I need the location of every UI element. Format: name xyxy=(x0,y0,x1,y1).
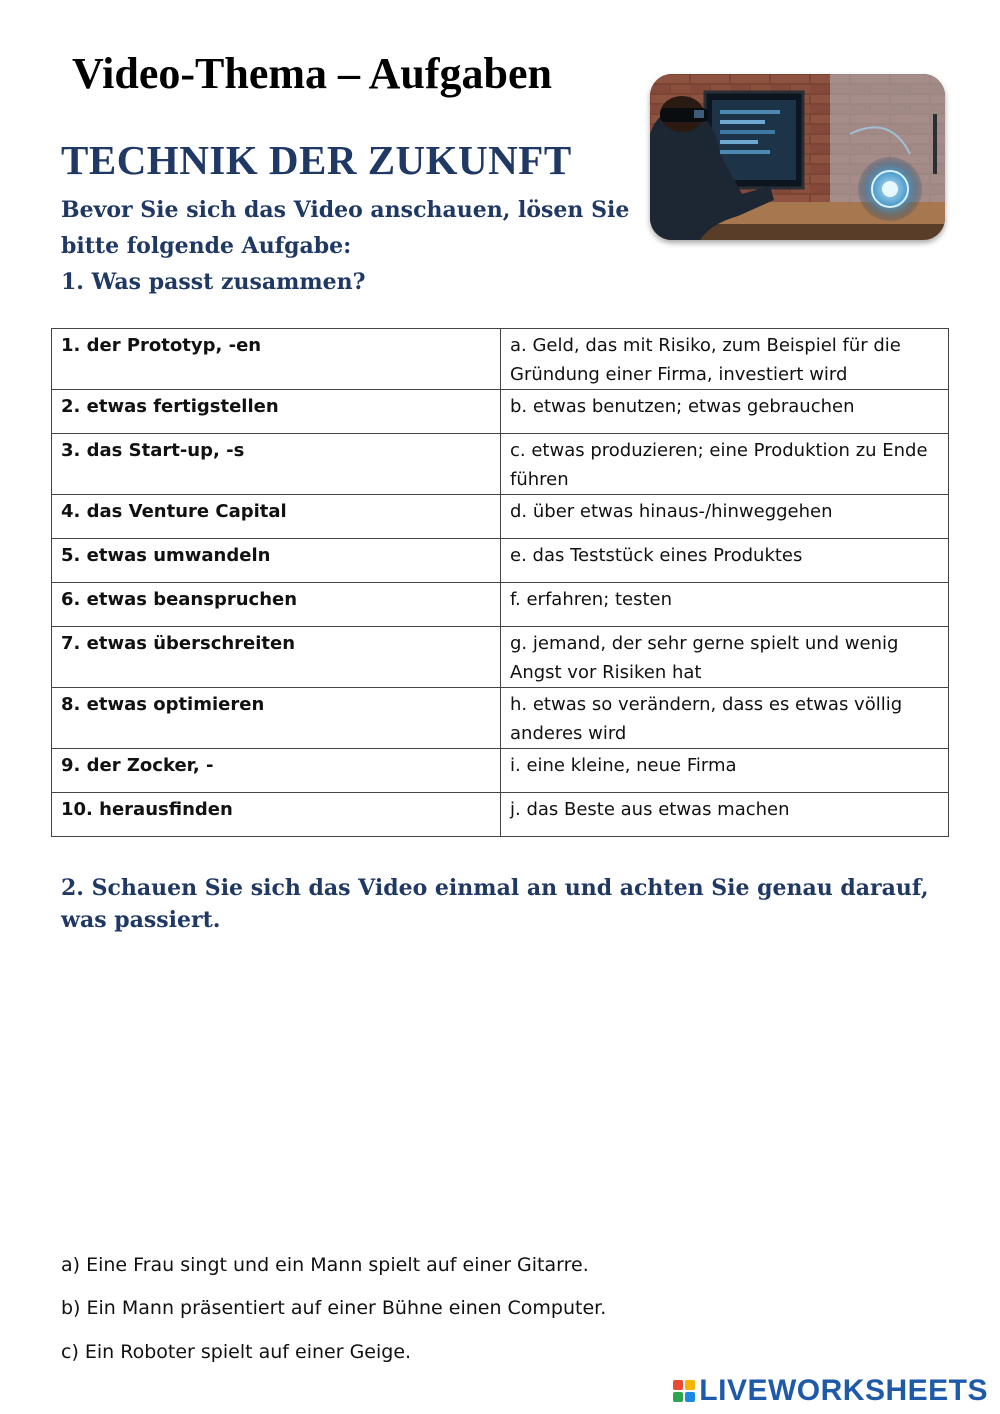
matching-table xyxy=(51,328,949,837)
definition-cell: i. eine kleine, neue Firma xyxy=(501,749,949,793)
term-cell: 3. das Start-up, -s xyxy=(52,434,501,495)
term-cell: 7. etwas überschreiten xyxy=(52,627,501,688)
logo-blocks-icon xyxy=(673,1380,695,1402)
logo-text: LIVEWORKSHEETS xyxy=(699,1374,988,1407)
term-cell: 1. der Prototyp, -en xyxy=(52,329,501,390)
table-row xyxy=(52,495,949,539)
definition-cell: j. das Beste aus etwas machen xyxy=(501,793,949,837)
definition-cell: f. erfahren; testen xyxy=(501,583,949,627)
term-cell: 2. etwas fertigstellen xyxy=(52,390,501,434)
table-row xyxy=(52,329,949,390)
table-row xyxy=(52,627,949,688)
instruction-line: Bevor Sie sich das Video anschauen, lösen Sie xyxy=(61,197,630,223)
definition-cell: a. Geld, das mit Risiko, zum Beispiel für die Gründung einer Firma, investiert wird xyxy=(501,329,949,390)
definition-cell: e. das Teststück eines Produktes xyxy=(501,539,949,583)
definition-cell: h. etwas so verändern, dass es etwas völlig anderes wird xyxy=(501,688,949,749)
liveworksheets-logo xyxy=(673,1374,988,1408)
topic-heading: TECHNIK DER ZUKUNFT xyxy=(61,137,572,183)
table-row xyxy=(52,390,949,434)
table-row xyxy=(52,583,949,627)
definition-cell: d. über etwas hinaus-/hinweggehen xyxy=(501,495,949,539)
definition-cell: b. etwas benutzen; etwas gebrauchen xyxy=(501,390,949,434)
term-cell: 8. etwas optimieren xyxy=(52,688,501,749)
definition-cell: g. jemand, der sehr gerne spielt und wenig Angst vor Risiken hat xyxy=(501,627,949,688)
term-cell: 6. etwas beanspruchen xyxy=(52,583,501,627)
term-cell: 10. herausfinden xyxy=(52,793,501,837)
instructions xyxy=(61,192,641,300)
table-row xyxy=(52,793,949,837)
term-cell: 4. das Venture Capital xyxy=(52,495,501,539)
instruction-line: bitte folgende Aufgabe: xyxy=(61,233,352,259)
table-row xyxy=(52,539,949,583)
answer-option-b: b) Ein Mann präsentiert auf einer Bühne einen Computer. xyxy=(61,1297,607,1319)
table-row xyxy=(52,688,949,749)
vr-workspace-illustration xyxy=(650,74,945,240)
task2-heading: 2. Schauen Sie sich das Video einmal an und achten Sie genau darauf, was passiert. xyxy=(61,875,929,933)
answer-option-c: c) Ein Roboter spielt auf einer Geige. xyxy=(61,1341,412,1363)
term-cell: 9. der Zocker, - xyxy=(52,749,501,793)
table-row xyxy=(52,749,949,793)
task1-heading: 1. Was passt zusammen? xyxy=(61,269,366,295)
definition-cell: c. etwas produzieren; eine Produktion zu Ende führen xyxy=(501,434,949,495)
answer-option-a: a) Eine Frau singt und ein Mann spielt auf einer Gitarre. xyxy=(61,1254,589,1276)
table-row xyxy=(52,434,949,495)
header-photo xyxy=(650,74,945,240)
worksheet-title: Video-Thema – Aufgaben xyxy=(72,49,552,98)
term-cell: 5. etwas umwandeln xyxy=(52,539,501,583)
